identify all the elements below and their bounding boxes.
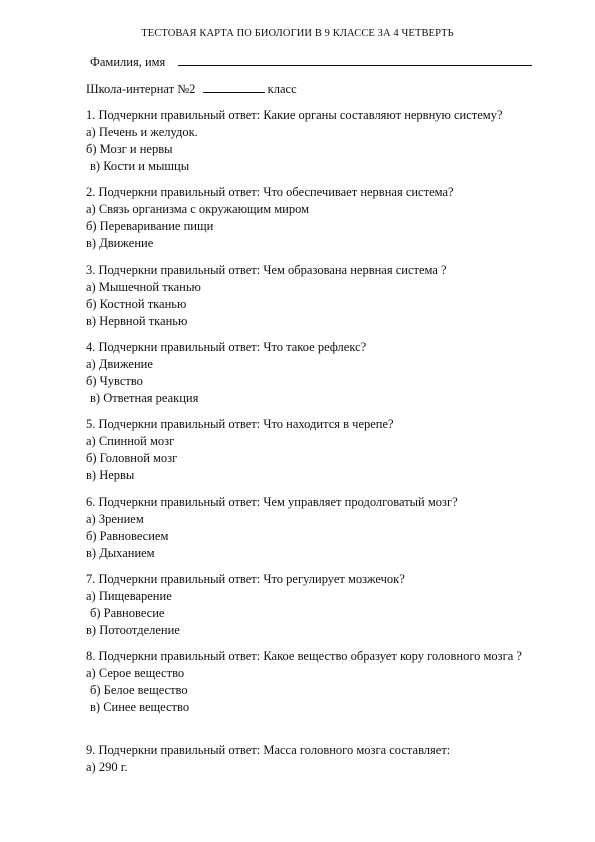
question-text: 5. Подчеркни правильный ответ: Что находится в черепе? — [86, 417, 394, 431]
question-text: 8. Подчеркни правильный ответ: Какое вещество образует кору головного мозга ? — [86, 649, 522, 663]
answer-option-c[interactable]: в) Ответная реакция — [90, 391, 199, 405]
question-2 — [86, 184, 556, 252]
class-label: класс — [267, 82, 297, 96]
answer-option-b[interactable]: б) Равновесием — [86, 529, 169, 543]
question-text: 1. Подчеркни правильный ответ: Какие органы составляют нервную систему? — [86, 108, 503, 122]
question-1 — [86, 107, 556, 175]
name-label: Фамилия, имя — [90, 55, 166, 69]
answer-option-c[interactable]: в) Нервной тканью — [86, 314, 188, 328]
school-row — [86, 81, 297, 97]
question-text: 6. Подчеркни правильный ответ: Чем управляет продолговатый мозг? — [86, 495, 458, 509]
answer-option-a[interactable]: а) Движение — [86, 357, 153, 371]
answer-option-a[interactable]: а) Спинной мозг — [86, 434, 175, 448]
question-8 — [86, 648, 536, 716]
answer-option-a[interactable]: а) Пищеварение — [86, 589, 172, 603]
answer-option-c[interactable]: в) Синее вещество — [90, 700, 190, 714]
answer-option-b[interactable]: б) Чувство — [86, 374, 143, 388]
question-text: 3. Подчеркни правильный ответ: Чем образована нервная система ? — [86, 263, 447, 277]
question-5 — [86, 416, 556, 484]
answer-option-b[interactable]: б) Белое вещество — [90, 683, 188, 697]
answer-option-b[interactable]: б) Костной тканью — [86, 297, 187, 311]
name-blank-line[interactable] — [178, 54, 532, 66]
question-text: 9. Подчеркни правильный ответ: Масса головного мозга составляет: — [86, 743, 451, 757]
name-row — [90, 54, 532, 70]
answer-option-c[interactable]: в) Дыханием — [86, 546, 155, 560]
answer-option-a[interactable]: а) Связь организма с окружающим миром — [86, 202, 310, 216]
question-text: 4. Подчеркни правильный ответ: Что такое рефлекс? — [86, 340, 367, 354]
school-label: Школа-интернат №2 — [86, 82, 196, 96]
question-text: 2. Подчеркни правильный ответ: Что обеспечивает нервная система? — [86, 185, 454, 199]
question-9 — [86, 742, 556, 776]
question-text: 7. Подчеркни правильный ответ: Что регулирует мозжечок? — [86, 572, 405, 586]
answer-option-c[interactable]: в) Потоотделение — [86, 623, 180, 637]
answer-option-c[interactable]: в) Кости и мышцы — [90, 159, 190, 173]
answer-option-b[interactable]: б) Головной мозг — [86, 451, 178, 465]
question-7 — [86, 571, 556, 639]
answer-option-b[interactable]: б) Переваривание пищи — [86, 219, 214, 233]
answer-option-a[interactable]: а) Серое вещество — [86, 666, 185, 680]
question-6 — [86, 494, 556, 562]
answer-option-b[interactable]: б) Мозг и нервы — [86, 142, 173, 156]
question-4 — [86, 339, 556, 407]
answer-option-c[interactable]: в) Нервы — [86, 468, 135, 482]
answer-option-c[interactable]: в) Движение — [86, 236, 154, 250]
answer-option-a[interactable]: а) Мышечной тканью — [86, 280, 201, 294]
answer-option-a[interactable]: а) 290 г. — [86, 760, 128, 774]
question-3 — [86, 262, 556, 330]
page-title: ТЕСТОВАЯ КАРТА ПО БИОЛОГИИ В 9 КЛАССЕ ЗА 4 ЧЕТВЕРТЬ — [141, 28, 454, 39]
answer-option-a[interactable]: а) Печень и желудок. — [86, 125, 198, 139]
class-blank-line[interactable] — [203, 81, 265, 93]
answer-option-a[interactable]: а) Зрением — [86, 512, 144, 526]
answer-option-b[interactable]: б) Равновесие — [90, 606, 165, 620]
